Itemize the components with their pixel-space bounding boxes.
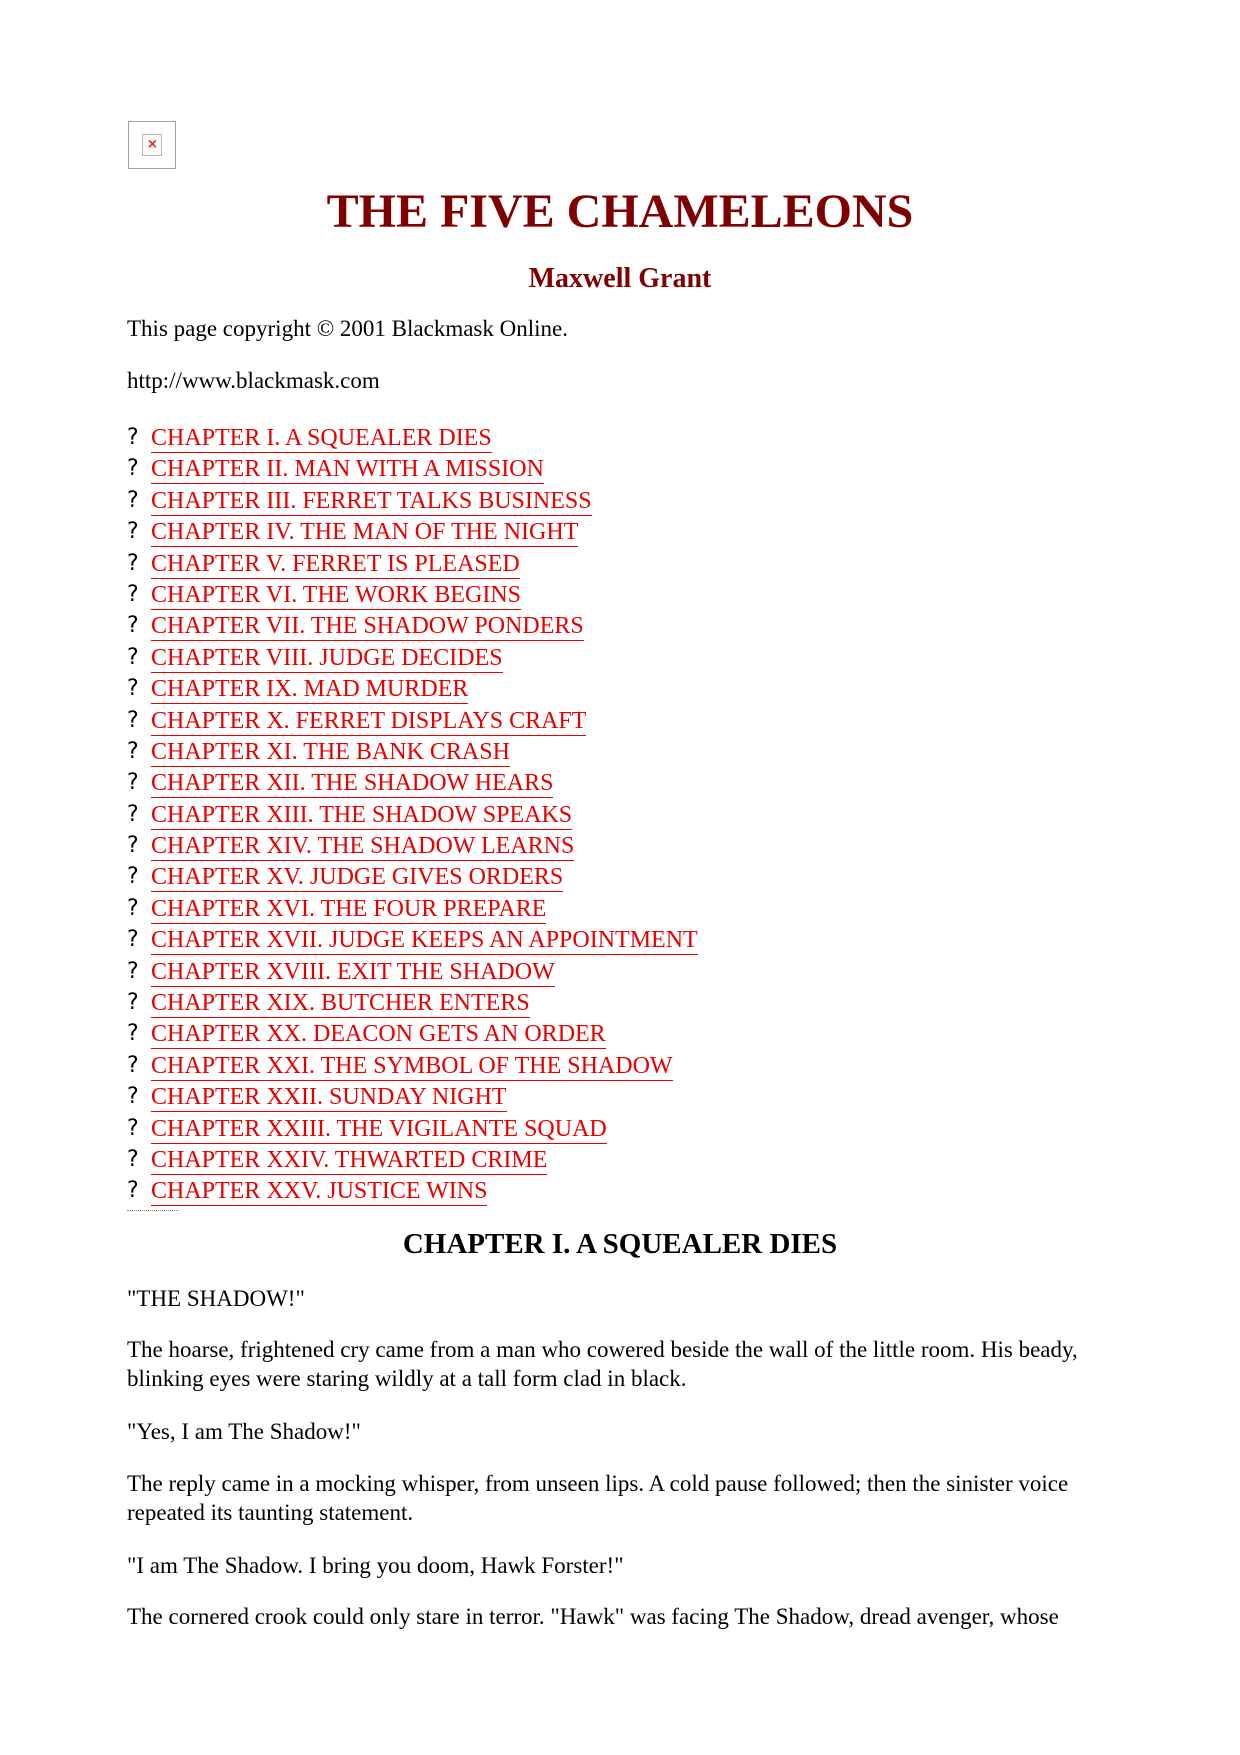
- chapter-paragraph-4: The reply came in a mocking whisper, from unseen lips. A cold pause followed; then the sinister voice repeated its taunting statement.: [127, 1471, 1069, 1525]
- toc-chapter-link[interactable]: CHAPTER VI. THE WORK BEGINS: [151, 581, 522, 608]
- copyright-text: This page copyright © 2001 Blackmask Online.: [127, 316, 568, 341]
- toc-chapter-link[interactable]: CHAPTER XXI. THE SYMBOL OF THE SHADOW: [151, 1052, 673, 1079]
- toc-bullet: ?: [127, 581, 139, 607]
- toc-chapter-link[interactable]: CHAPTER V. FERRET IS PLEASED: [151, 550, 520, 577]
- toc-bullet: ?: [127, 1052, 139, 1078]
- toc-item: [127, 738, 698, 769]
- chapter-paragraph-5: "I am The Shadow. I bring you doom, Hawk Forster!": [127, 1553, 624, 1578]
- toc-bullet: ?: [127, 707, 139, 733]
- toc-bullet: ?: [127, 519, 139, 545]
- toc-item: [127, 487, 698, 518]
- toc-item: [127, 863, 698, 894]
- book-title: THE FIVE CHAMELEONS: [326, 185, 914, 238]
- toc-item: [127, 581, 698, 612]
- toc-item: [127, 675, 698, 706]
- toc-item: [127, 958, 698, 989]
- toc-item: [127, 424, 698, 455]
- website-url: http://www.blackmask.com: [127, 368, 380, 393]
- toc-item: [127, 1177, 698, 1208]
- toc-item: [127, 707, 698, 738]
- toc-item: [127, 832, 698, 863]
- toc-item: [127, 612, 698, 643]
- broken-image-icon: ×: [128, 121, 176, 169]
- toc-bullet: ?: [127, 927, 139, 953]
- toc-chapter-link[interactable]: CHAPTER VII. THE SHADOW PONDERS: [151, 613, 584, 640]
- toc-chapter-link[interactable]: CHAPTER X. FERRET DISPLAYS CRAFT: [151, 707, 587, 734]
- chapter-paragraph-1: "THE SHADOW!": [127, 1286, 305, 1311]
- toc-bullet: ?: [127, 613, 139, 639]
- toc-item: [127, 1052, 698, 1083]
- toc-item: [127, 518, 698, 549]
- toc-chapter-link[interactable]: CHAPTER II. MAN WITH A MISSION: [151, 456, 544, 483]
- toc-chapter-link[interactable]: CHAPTER XXII. SUNDAY NIGHT: [151, 1084, 507, 1111]
- chapter-paragraph-3: "Yes, I am The Shadow!": [127, 1419, 361, 1444]
- toc-chapter-link[interactable]: CHAPTER IV. THE MAN OF THE NIGHT: [151, 519, 579, 546]
- book-author: Maxwell Grant: [528, 263, 712, 294]
- toc-item: [127, 644, 698, 675]
- toc-bullet: ?: [127, 456, 139, 482]
- toc-bullet: ?: [127, 425, 139, 450]
- chapter-paragraph-6: The cornered crook could only stare in terror. "Hawk" was facing The Shadow, dread avenger, whose: [127, 1604, 1059, 1629]
- toc-bullet: ?: [127, 801, 139, 827]
- toc-chapter-link[interactable]: CHAPTER VIII. JUDGE DECIDES: [151, 644, 503, 671]
- toc-chapter-link[interactable]: CHAPTER IX. MAD MURDER: [151, 676, 469, 703]
- toc-item: [127, 455, 698, 486]
- toc-bullet: ?: [127, 676, 139, 702]
- toc-chapter-link[interactable]: CHAPTER XX. DEACON GETS AN ORDER: [151, 1021, 606, 1048]
- toc-item: [127, 1146, 698, 1177]
- toc-bullet: ?: [127, 770, 139, 796]
- toc-chapter-link[interactable]: CHAPTER I. A SQUEALER DIES: [151, 425, 492, 451]
- toc-bullet: ?: [127, 550, 139, 576]
- chapter-title: CHAPTER I. A SQUEALER DIES: [402, 1228, 838, 1260]
- chapter-paragraph-2: The hoarse, frightened cry came from a man who cowered beside the wall of the little room. His beady, blinking eyes were staring wildly at a tall form clad in black.: [127, 1337, 1078, 1391]
- toc-item: [127, 895, 698, 926]
- toc-bullet: ?: [127, 1021, 139, 1047]
- toc-chapter-link[interactable]: CHAPTER XIII. THE SHADOW SPEAKS: [151, 801, 573, 828]
- toc-bullet: ?: [127, 990, 139, 1016]
- toc-chapter-link[interactable]: CHAPTER XXIII. THE VIGILANTE SQUAD: [151, 1115, 607, 1142]
- toc-chapter-link[interactable]: CHAPTER XII. THE SHADOW HEARS: [151, 770, 554, 797]
- toc-chapter-link[interactable]: CHAPTER XIV. THE SHADOW LEARNS: [151, 833, 575, 860]
- toc-bullet: ?: [127, 1178, 139, 1204]
- toc-bullet: ?: [127, 833, 139, 859]
- toc-bullet: ?: [127, 1084, 139, 1110]
- table-of-contents: [127, 424, 698, 1209]
- toc-chapter-link[interactable]: CHAPTER XV. JUDGE GIVES ORDERS: [151, 864, 564, 891]
- toc-item: [127, 1115, 698, 1146]
- toc-bullet: ?: [127, 738, 139, 764]
- toc-bullet: ?: [127, 487, 139, 513]
- toc-chapter-link[interactable]: CHAPTER XI. THE BANK CRASH: [151, 738, 510, 765]
- toc-chapter-link[interactable]: CHAPTER XVI. THE FOUR PREPARE: [151, 895, 547, 922]
- toc-chapter-link[interactable]: CHAPTER XVIII. EXIT THE SHADOW: [151, 958, 555, 985]
- toc-item: [127, 1083, 698, 1114]
- toc-bullet: ?: [127, 958, 139, 984]
- toc-bullet: ?: [127, 644, 139, 670]
- toc-bullet: ?: [127, 1115, 139, 1141]
- toc-item: [127, 769, 698, 800]
- toc-bullet: ?: [127, 1146, 139, 1172]
- toc-bullet: ?: [127, 864, 139, 890]
- toc-chapter-link[interactable]: CHAPTER III. FERRET TALKS BUSINESS: [151, 487, 592, 514]
- toc-bullet: ?: [127, 895, 139, 921]
- toc-item: [127, 926, 698, 957]
- toc-chapter-link[interactable]: CHAPTER XIX. BUTCHER ENTERS: [151, 990, 530, 1017]
- toc-item: [127, 1020, 698, 1051]
- toc-item: [127, 801, 698, 832]
- toc-item: [127, 989, 698, 1020]
- toc-item: [127, 550, 698, 581]
- toc-chapter-link[interactable]: CHAPTER XXV. JUSTICE WINS: [151, 1178, 488, 1205]
- toc-chapter-link[interactable]: CHAPTER XXIV. THWARTED CRIME: [151, 1146, 548, 1173]
- toc-chapter-link[interactable]: CHAPTER XVII. JUDGE KEEPS AN APPOINTMENT: [151, 927, 698, 954]
- truncated-image-marker: [127, 1210, 179, 1214]
